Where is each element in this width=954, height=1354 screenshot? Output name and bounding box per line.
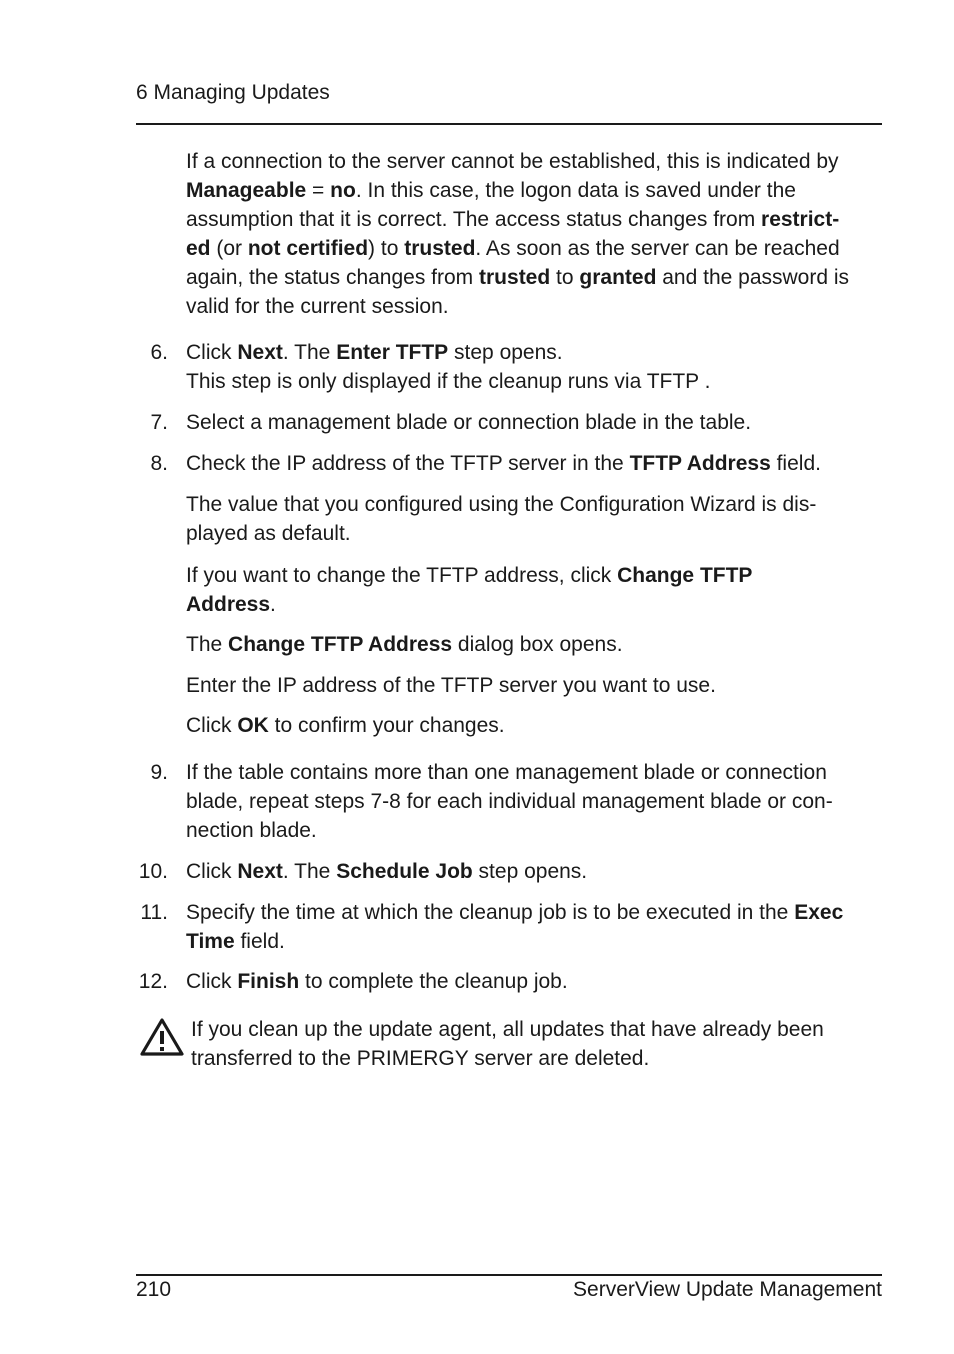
text-run: valid for the current session. <box>186 295 449 318</box>
bold-term: Manageable <box>186 179 307 202</box>
bold-term: Enter TFTP <box>336 341 449 364</box>
text-run: If the table contains more than one management blade or connection <box>186 761 827 784</box>
text-line <box>186 758 833 787</box>
text-line <box>186 787 833 816</box>
step-number: 10. <box>138 860 168 883</box>
warning-triangle-icon <box>140 1018 184 1061</box>
footer-rule <box>136 1274 882 1276</box>
step-number: 8. <box>150 452 168 475</box>
step-8-paragraph <box>186 630 623 659</box>
running-header: 6 Managing Updates <box>136 81 330 104</box>
text-line <box>186 561 752 590</box>
bold-term: Time <box>186 930 235 953</box>
text-run: The <box>186 633 229 656</box>
step-8-paragraph <box>186 671 716 700</box>
text-line <box>186 816 833 845</box>
text-run: Click <box>186 714 238 737</box>
text-run: The value that you configured using the Configuration Wizard is dis- <box>186 493 817 516</box>
step-8-paragraph <box>186 561 752 619</box>
text-line <box>186 519 816 548</box>
page-number: 210 <box>136 1278 172 1301</box>
text-run: This step is only displayed if the cleanup runs via TFTP . <box>186 370 711 393</box>
bold-term: Change TFTP Address <box>228 633 453 656</box>
text-line <box>186 590 752 619</box>
text-line <box>186 408 751 437</box>
text-run: dialog box opens. <box>452 633 623 656</box>
text-run: blade, repeat steps 7-8 for each individual management blade or con- <box>186 790 833 813</box>
text-run: Enter the IP address of the TFTP server you want to use. <box>186 674 716 697</box>
text-line <box>186 630 623 659</box>
step-12 <box>186 967 568 996</box>
text-line <box>186 338 710 367</box>
text-run: If a connection to the server cannot be established, this is indicated by <box>186 150 839 173</box>
text-line <box>186 205 849 234</box>
text-line <box>186 967 568 996</box>
text-run: assumption that it is correct. The access status changes from <box>186 208 762 231</box>
intro-paragraph <box>186 147 849 321</box>
text-line <box>186 367 710 396</box>
text-line <box>186 711 505 740</box>
text-run: (or <box>210 237 248 260</box>
text-run: . The <box>282 341 337 364</box>
step-6 <box>186 338 710 396</box>
text-line <box>186 292 849 321</box>
text-line <box>186 490 816 519</box>
bold-term: Exec <box>794 901 844 924</box>
text-run: If you want to change the TFTP address, click <box>186 564 618 587</box>
text-run: nection blade. <box>186 819 317 842</box>
text-line <box>186 857 587 886</box>
step-9 <box>186 758 833 845</box>
step-number: 6. <box>150 341 168 364</box>
step-8-paragraph <box>186 711 505 740</box>
step-11 <box>186 898 843 956</box>
text-line <box>186 898 843 927</box>
step-8 <box>186 449 821 478</box>
text-run: step opens. <box>448 341 563 364</box>
text-line <box>186 234 849 263</box>
text-run: to confirm your changes. <box>268 714 505 737</box>
text-run: again, the status changes from <box>186 266 480 289</box>
bold-term: Schedule Job <box>336 860 473 883</box>
bold-term: Next <box>237 341 283 364</box>
text-run: played as default. <box>186 522 351 545</box>
text-line <box>186 176 849 205</box>
text-line <box>186 671 716 700</box>
text-run: ) to <box>368 237 405 260</box>
bold-term: Change TFTP <box>617 564 753 587</box>
text-run: step opens. <box>472 860 588 883</box>
bold-term: Address <box>186 593 271 616</box>
bold-term: Next <box>237 860 283 883</box>
bold-term: not certified <box>247 237 369 260</box>
bold-term: granted <box>579 266 657 289</box>
warning-line: If you clean up the update agent, all updates that have already been <box>191 1018 824 1041</box>
bold-term: trusted <box>479 266 551 289</box>
footer-title: ServerView Update Management <box>573 1278 882 1301</box>
step-7 <box>186 408 751 437</box>
text-line <box>186 449 821 478</box>
text-line <box>186 263 849 292</box>
text-run: . <box>270 593 276 616</box>
text-run: . The <box>282 860 337 883</box>
text-run: Specify the time at which the cleanup job is to be executed in the <box>186 901 795 924</box>
step-10 <box>186 857 587 886</box>
text-run: and the password is <box>656 266 850 289</box>
text-run: field. <box>770 452 821 475</box>
text-run: = <box>306 179 331 202</box>
text-run: Click <box>186 341 238 364</box>
text-run: Click <box>186 970 238 993</box>
text-run: Check the IP address of the TFTP server in the <box>186 452 630 475</box>
bold-term: restrict- <box>761 208 840 231</box>
header-rule <box>136 123 882 125</box>
bold-term: ed <box>186 237 211 260</box>
step-number: 12. <box>138 970 168 993</box>
text-run: field. <box>234 930 285 953</box>
text-run: to <box>550 266 580 289</box>
text-run: . As soon as the server can be reached <box>475 237 840 260</box>
text-run: Click <box>186 860 238 883</box>
step-number: 9. <box>150 761 168 784</box>
step-number: 11. <box>140 901 168 924</box>
bold-term: trusted <box>404 237 476 260</box>
text-run: to complete the cleanup job. <box>299 970 568 993</box>
bold-term: no <box>330 179 356 202</box>
text-line <box>186 927 843 956</box>
bold-term: TFTP Address <box>629 452 771 475</box>
text-run: . In this case, the logon data is saved under the <box>355 179 796 202</box>
bold-term: Finish <box>237 970 300 993</box>
bold-term: OK <box>237 714 269 737</box>
step-number: 7. <box>150 411 168 434</box>
warning-line: transferred to the PRIMERGY server are deleted. <box>191 1047 650 1070</box>
text-line <box>186 147 849 176</box>
step-8-paragraph <box>186 490 816 548</box>
text-run: Select a management blade or connection blade in the table. <box>186 411 752 434</box>
